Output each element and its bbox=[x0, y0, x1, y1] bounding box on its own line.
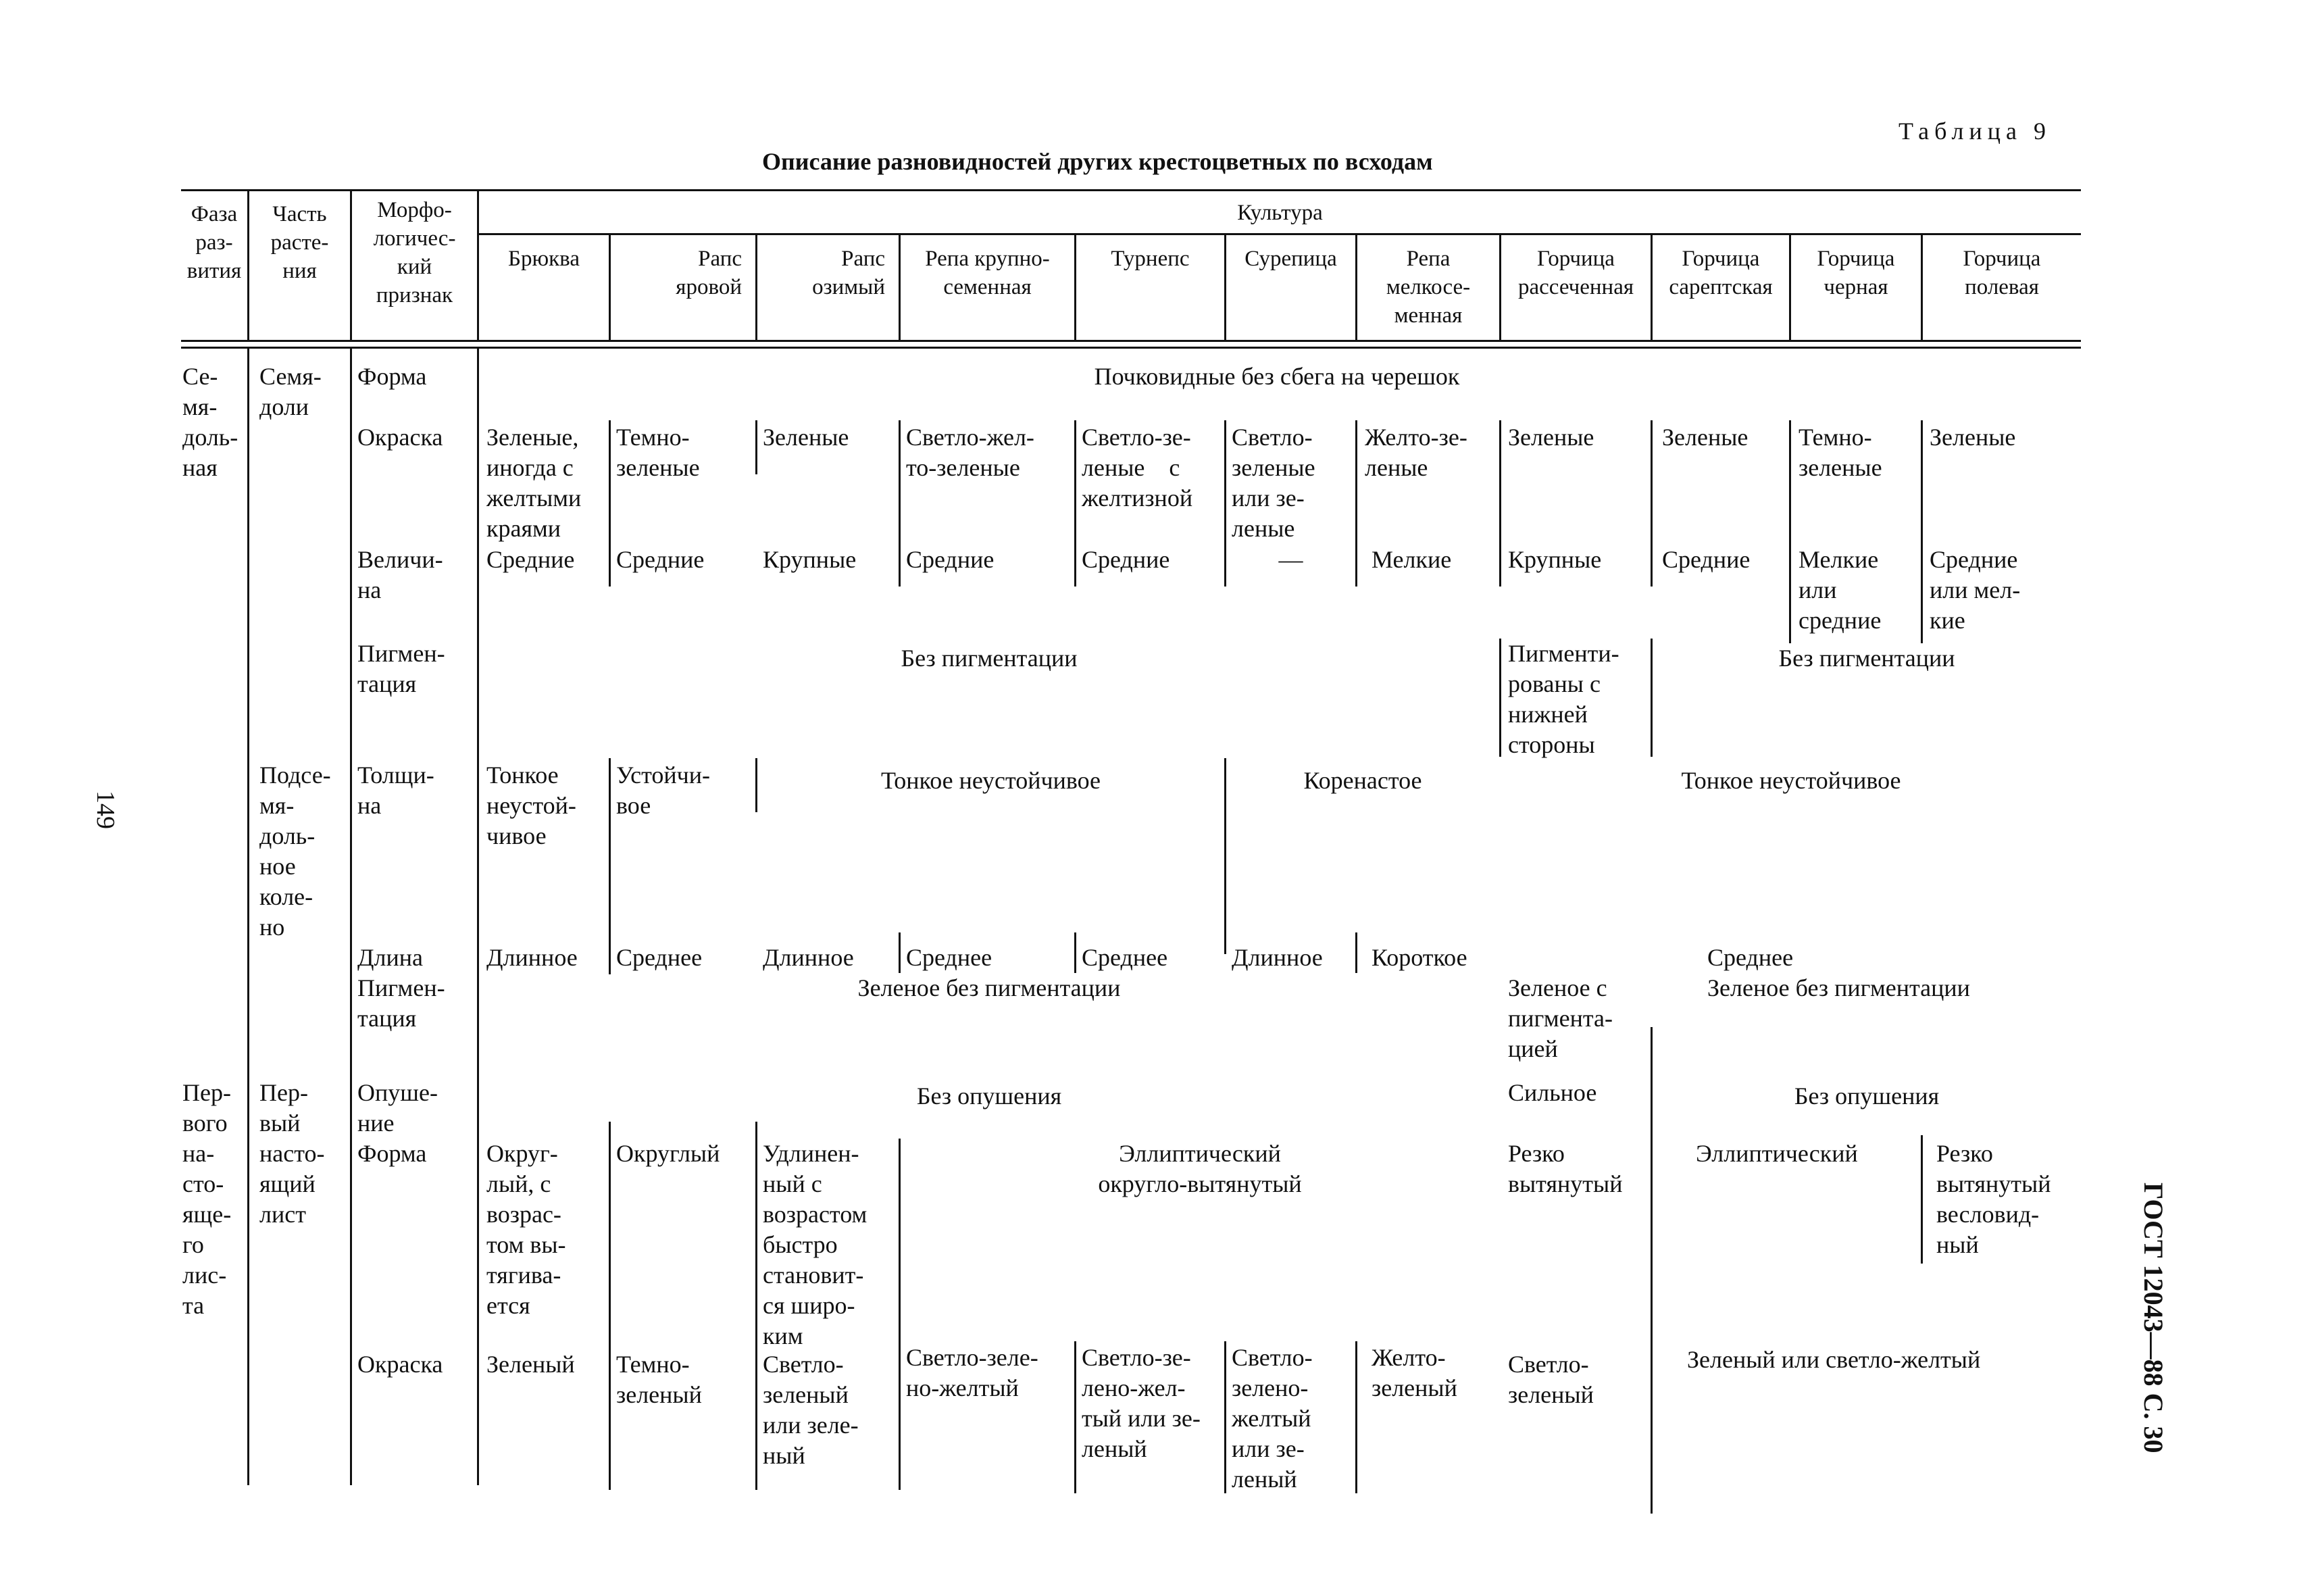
thickness-thin-a: Тонкое неустойчивое bbox=[880, 767, 1101, 794]
length-repa-melko: Короткое bbox=[1372, 944, 1467, 971]
color-surepitsa: Светло- зеленые или зе- леные bbox=[1232, 424, 1315, 542]
leafcolor-gorchitsa-rass: Светло- зеленый bbox=[1508, 1351, 1594, 1408]
color-turneps: Светло-зе- леные с желтизной bbox=[1082, 424, 1193, 512]
cell-vline bbox=[1789, 420, 1791, 643]
feature-shape: Форма bbox=[357, 363, 427, 390]
size-repa-krupno: Средние bbox=[906, 546, 995, 573]
header-crop-gorchitsa-rass: Горчица рассеченная bbox=[1517, 247, 1634, 299]
header-crop-bryukva: Брюква bbox=[508, 247, 580, 271]
leafcolor-raps-yarovoy: Темно- зеленый bbox=[616, 1351, 702, 1408]
cell-vline bbox=[1355, 1341, 1357, 1493]
size-raps-yarovoy: Средние bbox=[616, 546, 705, 573]
length-raps-yarovoy: Среднее bbox=[616, 944, 703, 971]
leafcolor-mustard: Зеленый или светло-желтый bbox=[1687, 1346, 1981, 1373]
length-turneps: Среднее bbox=[1082, 944, 1168, 971]
rule-header-2 bbox=[181, 347, 2081, 349]
size-surepitsa: — bbox=[1278, 546, 1303, 573]
pigmentation-none-a: Без пигментации bbox=[901, 645, 1078, 672]
cell-vline bbox=[899, 420, 901, 587]
color-gorchitsa-pol: Зеленые bbox=[1930, 424, 2016, 451]
feature-thickness: Толщи- на bbox=[357, 762, 434, 819]
thickness-thin-b: Тонкое неустойчивое bbox=[1681, 767, 1901, 794]
cell-vline bbox=[1921, 1135, 1923, 1264]
feature-size: Величи- на bbox=[357, 546, 443, 603]
color-repa-melko: Желто-зе- леные bbox=[1365, 424, 1467, 481]
cell-vline bbox=[1074, 1341, 1076, 1493]
size-raps-ozimy: Крупные bbox=[763, 546, 857, 573]
color-raps-yarovoy: Темно- зеленые bbox=[616, 424, 700, 481]
header-crop-turneps: Турнепс bbox=[1111, 247, 1190, 271]
cell-vline bbox=[1499, 639, 1501, 757]
leafcolor-surepitsa: Светло- зелено- желтый или зе- леный bbox=[1232, 1344, 1313, 1493]
header-feature: Морфо- логичес- кий признак bbox=[373, 198, 456, 307]
leafshape-elliptic-a: Эллиптический округло-вытянутый bbox=[1098, 1140, 1302, 1197]
size-bryukva: Средние bbox=[486, 546, 575, 573]
rule-top bbox=[181, 189, 2081, 191]
pubescence-strong: Сильное bbox=[1508, 1079, 1597, 1106]
header-crop-gorchitsa-cher: Горчица черная bbox=[1817, 247, 1895, 299]
length-mustard: Среднее bbox=[1707, 944, 1794, 971]
phase-first-leaf: Пер- вого на- сто- яще- го лис- та bbox=[182, 1079, 232, 1319]
color-gorchitsa-rass: Зеленые bbox=[1508, 424, 1594, 451]
cell-vline bbox=[609, 758, 611, 974]
header-crop-repa-melko: Репа мелкосе- менная bbox=[1386, 247, 1471, 328]
feature-length: Длина bbox=[357, 944, 424, 971]
part-first-leaf: Пер- вый насто- ящий лист bbox=[259, 1079, 325, 1228]
leafshape-gorchitsa-rass: Резко вытянутый bbox=[1508, 1140, 1623, 1197]
feature-pubescence: Опуше- ние bbox=[357, 1079, 438, 1137]
size-gorchitsa-cher: Мелкие или средние bbox=[1799, 546, 1882, 634]
header-crop-gorchitsa-pol: Горчица полевая bbox=[1963, 247, 2041, 299]
document-code: ГОСТ 12043—88 С. 30 bbox=[2138, 1182, 2169, 1453]
cell-vline bbox=[1651, 420, 1653, 587]
header-crop-gorchitsa-sar: Горчица сарептская bbox=[1669, 247, 1773, 299]
body-vline bbox=[350, 349, 352, 1485]
pubescence-none-c: Без опушения bbox=[1794, 1082, 1940, 1109]
pigmentation-none-c: Без пигментации bbox=[1778, 645, 1955, 672]
pubescence-none-a: Без опушения bbox=[916, 1082, 1062, 1109]
pigmentation-gorchitsa-rass: Пигменти- рованы с нижней стороны bbox=[1508, 640, 1619, 758]
color-raps-ozimy: Зеленые bbox=[763, 424, 849, 451]
cell-vline bbox=[1499, 420, 1501, 587]
leafcolor-bryukva: Зеленый bbox=[486, 1351, 575, 1378]
feature-pigmentation-2: Пигмен- тация bbox=[357, 974, 445, 1032]
size-repa-melko: Мелкие bbox=[1372, 546, 1452, 573]
pigmentation2-a: Зеленое без пигментации bbox=[857, 974, 1121, 1001]
header-crop-repa-krupno: Репа крупно- семенная bbox=[925, 247, 1050, 299]
size-gorchitsa-pol: Средние или мел- кие bbox=[1930, 546, 2021, 634]
header-crop-raps-yarovoy: Рапс яровой bbox=[676, 247, 742, 299]
cell-vline bbox=[1074, 932, 1076, 973]
size-gorchitsa-rass: Крупные bbox=[1508, 546, 1602, 573]
header-crop-raps-ozimy: Рапс озимый bbox=[812, 247, 885, 299]
cell-vline bbox=[1355, 420, 1357, 587]
length-repa-krupno: Среднее bbox=[906, 944, 992, 971]
page-number: 149 bbox=[91, 791, 120, 829]
pigmentation2-gorchitsa-rass: Зеленое с пигмента- цией bbox=[1508, 974, 1613, 1062]
color-repa-krupno: Светло-жел- то-зеленые bbox=[906, 424, 1034, 481]
leafshape-bryukva: Округ- лый, с возрас- том вы- тягива- ется bbox=[486, 1140, 566, 1319]
rule-culture bbox=[478, 233, 2081, 235]
length-bryukva: Длинное bbox=[486, 944, 578, 971]
leafshape-gorchitsa-pol: Резко вытянутый весловид- ный bbox=[1936, 1140, 2051, 1258]
header-culture: Культура bbox=[1237, 201, 1323, 225]
shape-all: Почковидные без сбега на черешок bbox=[1094, 363, 1460, 390]
length-raps-ozimy: Длинное bbox=[763, 944, 854, 971]
phase-cotyledon: Се- мя- доль- ная bbox=[182, 363, 238, 481]
cell-vline bbox=[1921, 420, 1923, 643]
size-gorchitsa-sar: Средние bbox=[1662, 546, 1751, 573]
pigmentation2-c: Зеленое без пигментации bbox=[1707, 974, 1970, 1001]
size-turneps: Средние bbox=[1082, 546, 1170, 573]
cell-vline bbox=[609, 1122, 611, 1490]
rule-header-1 bbox=[181, 340, 2081, 342]
cell-vline bbox=[1224, 1341, 1226, 1493]
header-part: Часть расте- ния bbox=[270, 202, 329, 283]
leafshape-elliptic-b: Эллиптический bbox=[1696, 1140, 1858, 1167]
cell-vline bbox=[899, 932, 901, 973]
leafshape-raps-yarovoy: Округлый bbox=[616, 1140, 720, 1167]
feature-pigmentation: Пигмен- тация bbox=[357, 640, 445, 697]
leafcolor-raps-ozimy: Светло- зеленый или зеле- ный bbox=[763, 1351, 859, 1469]
header-phase: Фаза раз- вития bbox=[186, 202, 242, 283]
thickness-raps-yarovoy: Устойчи- вое bbox=[616, 762, 711, 819]
cell-vline bbox=[755, 1122, 757, 1490]
part-cotyledons: Семя- доли bbox=[259, 363, 322, 420]
feature-color: Окраска bbox=[357, 424, 443, 451]
color-bryukva: Зеленые, иногда с желтыми краями bbox=[486, 424, 582, 542]
cell-vline bbox=[1355, 932, 1357, 973]
feature-leaf-color: Окраска bbox=[357, 1351, 443, 1378]
cell-vline bbox=[609, 420, 611, 587]
leafcolor-repa-krupno: Светло-зеле- но-желтый bbox=[906, 1344, 1038, 1401]
color-gorchitsa-cher: Темно- зеленые bbox=[1799, 424, 1882, 481]
thickness-stocky: Коренастое bbox=[1303, 767, 1422, 794]
header-crop-surepitsa: Сурепица bbox=[1244, 247, 1337, 271]
leafcolor-repa-melko: Желто- зеленый bbox=[1372, 1344, 1457, 1401]
cell-vline bbox=[1074, 420, 1076, 587]
cell-vline bbox=[755, 420, 757, 474]
feature-leaf-shape: Форма bbox=[357, 1140, 427, 1167]
leafshape-raps-ozimy: Удлинен- ный с возрастом быстро становит- ся широ- ким bbox=[763, 1140, 867, 1349]
body-vline bbox=[477, 349, 479, 1485]
table-title: Описание разновидностей других крестоцветных по всходам bbox=[762, 148, 1433, 175]
thickness-bryukva: Тонкое неустой- чивое bbox=[486, 762, 576, 849]
table-label: Таблица 9 bbox=[1898, 118, 2051, 145]
length-surepitsa: Длинное bbox=[1232, 944, 1323, 971]
color-gorchitsa-sar: Зеленые bbox=[1662, 424, 1749, 451]
part-hypocotyl: Подсе- мя- доль- ное коле- но bbox=[259, 762, 331, 941]
body-vline bbox=[247, 349, 249, 1485]
leafcolor-turneps: Светло-зе- лено-жел- тый или зе- леный bbox=[1082, 1344, 1201, 1462]
